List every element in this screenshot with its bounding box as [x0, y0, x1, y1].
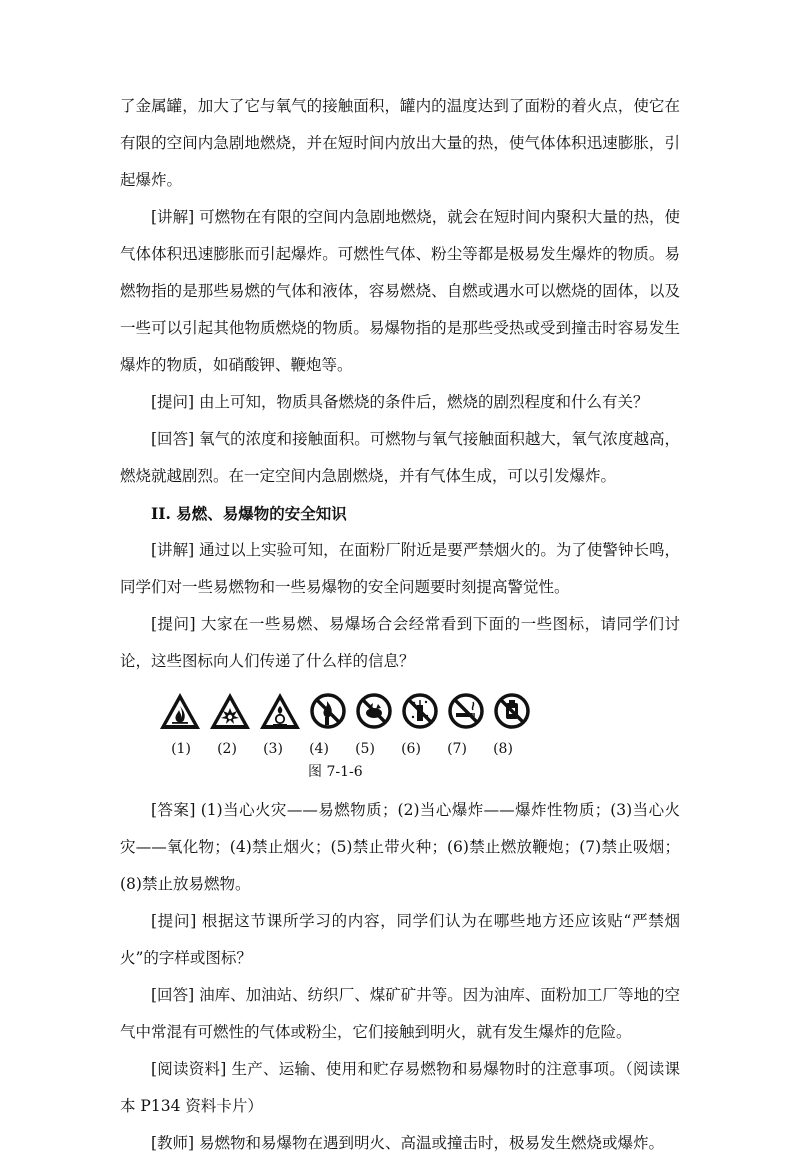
- paragraph-question-2: [提问] 大家在一些易燃、易爆场合会经常看到下面的一些图标，请同学们讨论，这些图标向人们传递了什么样的信息？: [120, 615, 680, 670]
- caption-6: (6): [401, 741, 421, 757]
- no-fire-source-icon: [354, 691, 394, 731]
- oxidizer-warning-triangle-icon: [258, 691, 302, 731]
- figure-title: 图 7-1-6: [308, 764, 363, 780]
- caption-1: (1): [171, 741, 191, 757]
- no-open-flame-icon: [308, 691, 348, 731]
- paragraph-answer: [回答] 氧气的浓度和接触面积。可燃物与氧气接触面积越大，氧气浓度越高，燃烧就越剧烈。在一定空间内急剧燃烧，并有气体生成，可以引发爆炸。: [120, 430, 680, 485]
- explosion-warning-triangle-icon: [208, 691, 252, 731]
- paragraph-question-3: [提问] 根据这节课所学习的内容，同学们认为在哪些地方还应该贴“严禁烟火”的字样或图标？: [120, 912, 680, 967]
- figure-safety-signs: [120, 686, 680, 784]
- signs-captions: [158, 738, 680, 760]
- paragraph-teacher: [教师] 易燃物和易爆物在遇到明火、高温或撞击时，极易发生燃烧或爆炸。: [151, 1134, 665, 1152]
- signs-row: [158, 686, 680, 736]
- paragraph-question: [提问] 由上可知，物质具备燃烧的条件后，燃烧的剧烈程度和什么有关？: [151, 393, 649, 411]
- caption-8: (8): [493, 741, 513, 757]
- caption-5: (5): [355, 741, 375, 757]
- no-smoking-icon: [446, 691, 486, 731]
- caption-3: (3): [263, 741, 283, 757]
- no-fireworks-icon: [400, 691, 440, 731]
- paragraph-continuation: 了金属罐，加大了它与氧气的接触面积，罐内的温度达到了面粉的着火点，使它在有限的空间内急剧地燃烧，并在短时间内放出大量的热，使气体体积迅速膨胀，引起爆炸。: [120, 97, 680, 189]
- caption-7: (7): [447, 741, 467, 757]
- paragraph-answer-key: [答案] (1)当心火灾——易燃物质；(2)当心爆炸——爆炸性物质；(3)当心火灾——氧化物；(4)禁止烟火；(5)禁止带火种；(6)禁止燃放鞭炮；(7)禁止吸烟；(8)禁止放易燃物。: [120, 801, 680, 893]
- document-body: [120, 88, 680, 1162]
- paragraph-reading-material: [阅读资料] 生产、运输、使用和贮存易燃物和易爆物时的注意事项。（阅读课本 P134 资料卡片）: [120, 1060, 680, 1115]
- no-flammables-icon: [492, 691, 532, 731]
- caption-4: (4): [309, 741, 329, 757]
- paragraph-answer-2: [回答] 油库、加油站、纺织厂、煤矿矿井等。因为油库、面粉加工厂等地的空气中常混有可燃性的气体或粉尘，它们接触到明火，就有发生爆炸的危险。: [120, 986, 680, 1041]
- paragraph-explanation: [讲解] 可燃物在有限的空间内急剧地燃烧，就会在短时间内聚积大量的热，使气体体积迅速膨胀而引起爆炸。可燃性气体、粉尘等都是极易发生爆炸的物质。易燃物指的是那些易燃的气体和液体，容易燃烧、自燃或遇水可以燃烧的固体，以及一些可以引起其他物质燃烧的物质。易爆物指的是那些受热或受到撞击时容易发生爆炸的物质，如硝酸钾、鞭炮等。: [120, 208, 680, 374]
- fire-warning-triangle-icon: [158, 691, 202, 731]
- caption-2: (2): [217, 741, 237, 757]
- paragraph-explanation-2: [讲解] 通过以上实验可知，在面粉厂附近是要严禁烟火的。为了使警钟长鸣，同学们对一些易燃物和一些易爆物的安全问题要时刻提高警觉性。: [120, 541, 680, 596]
- section-heading: II. 易燃、易爆物的安全知识: [151, 504, 347, 523]
